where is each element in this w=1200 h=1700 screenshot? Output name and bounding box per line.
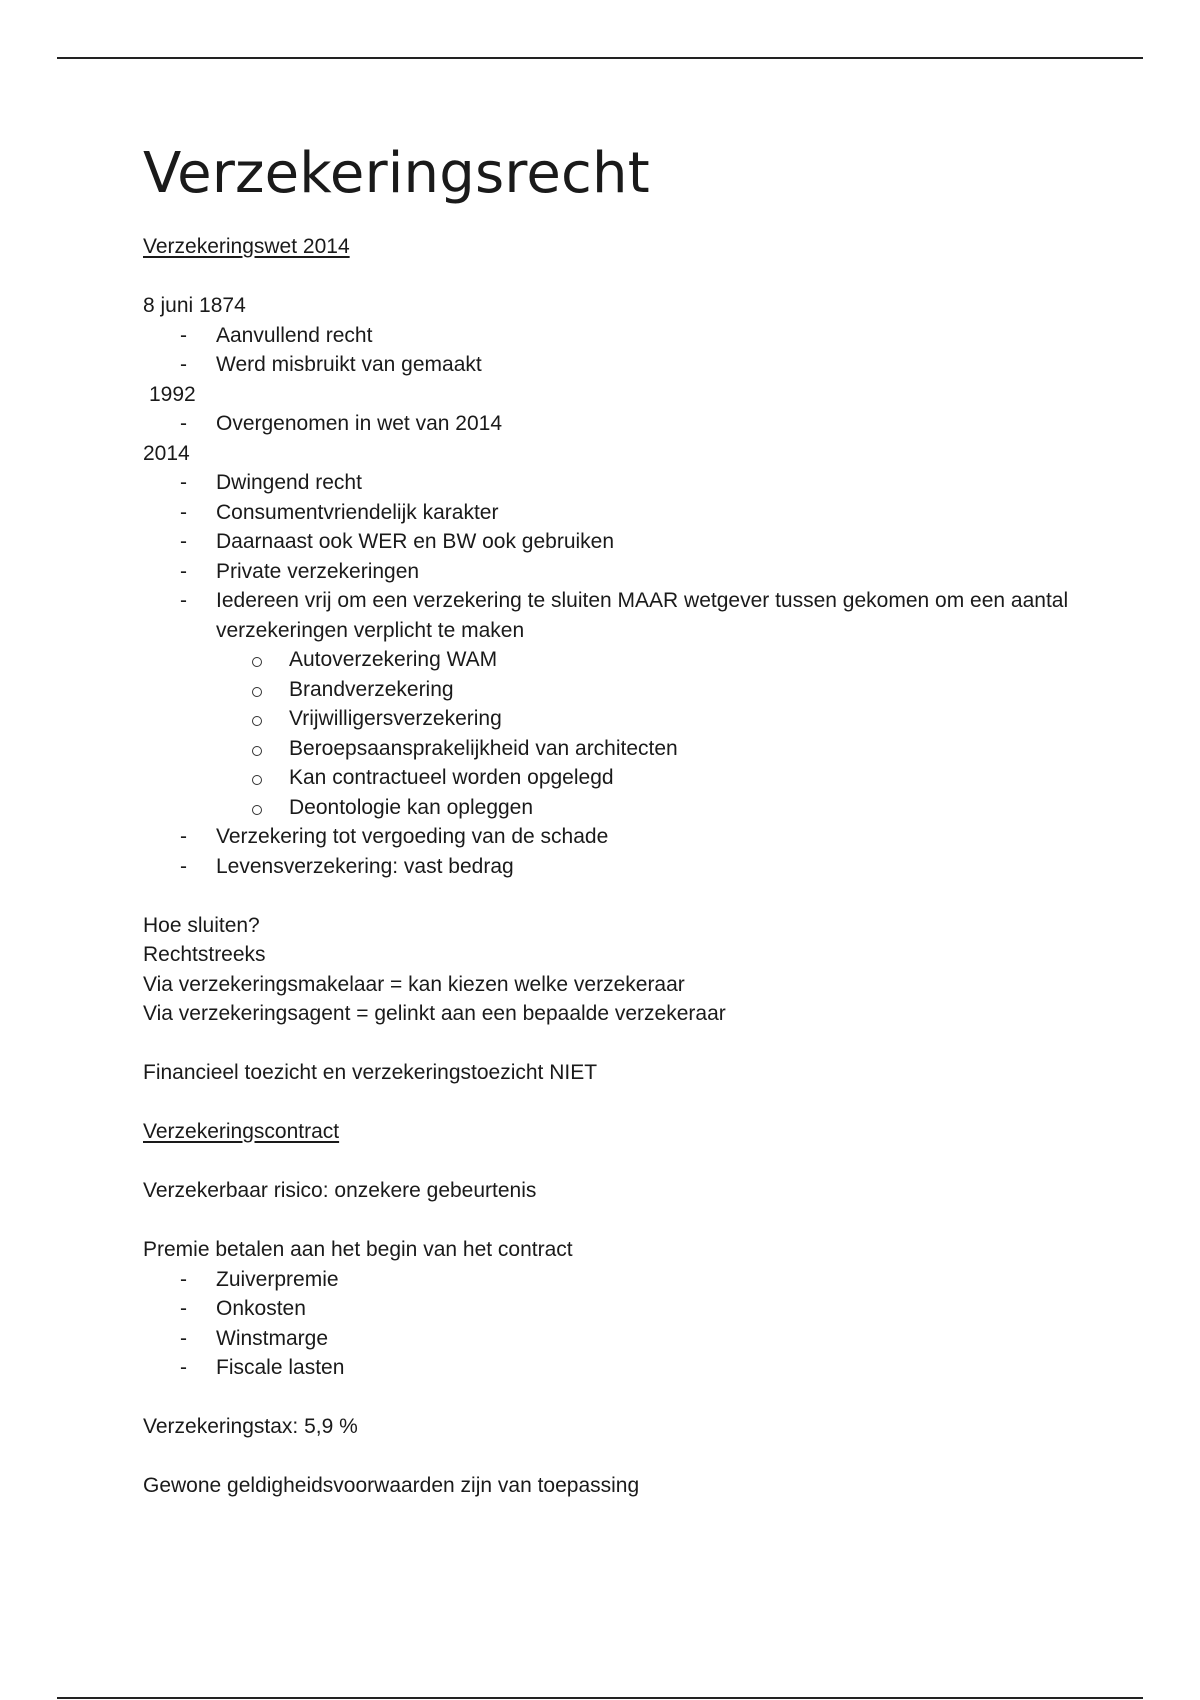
list-item: - Zuiverpremie: [143, 1265, 1083, 1295]
date-label-2014: 2014: [143, 441, 190, 465]
list-1874: [143, 321, 1083, 380]
premium-label: Premie betalen aan het begin van het contract: [143, 1238, 573, 1261]
spacer: [143, 1088, 1083, 1118]
spacer: [143, 1029, 1083, 1059]
list-item: - Verzekering tot vergoeding van de schade: [143, 822, 1083, 852]
sub-list-item: Autoverzekering WAM: [216, 645, 1083, 675]
sub-list-item: Kan contractueel worden opgelegd: [216, 763, 1083, 793]
how-question: Hoe sluiten?: [143, 913, 260, 937]
how-line: Via verzekeringsmakelaar = kan kiezen welke verzekeraar: [143, 972, 685, 996]
sub-list-item: Beroepsaansprakelijkheid van architecten: [216, 734, 1083, 764]
list-item: - Iedereen vrij om een verzekering te sluiten MAAR wetgever tussen gekomen om een aantal verzekeringen verplicht te maken: [143, 586, 1083, 645]
sub-list-item: Vrijwilligersverzekering: [216, 704, 1083, 734]
list-2014-continued: [143, 822, 1083, 881]
section-heading-verzekeringscontract: Verzekeringscontract: [143, 1120, 340, 1143]
list-item: - Winstmarge: [143, 1324, 1083, 1354]
date-label-1874: 8 juni 1874: [143, 294, 246, 317]
list-item: - Consumentvriendelijk karakter: [143, 498, 1083, 528]
spacer: [143, 1442, 1083, 1472]
premium-list: [143, 1265, 1083, 1383]
tax-note: Verzekeringstax: 5,9 %: [143, 1415, 358, 1438]
list-item: - Werd misbruikt van gemaakt: [143, 350, 1083, 380]
how-line: Rechtstreeks: [143, 943, 266, 966]
list-item: - Private verzekeringen: [143, 557, 1083, 587]
page-title: Verzekeringsrecht: [143, 141, 650, 206]
spacer: [143, 1383, 1083, 1413]
spacer: [143, 262, 1083, 292]
list-item: - Fiscale lasten: [143, 1353, 1083, 1383]
bottom-divider: [57, 1697, 1143, 1699]
supervision-note: Financieel toezicht en verzekeringstoezicht NIET: [143, 1061, 598, 1084]
validity-note: Gewone geldigheidsvoorwaarden zijn van toepassing: [143, 1474, 640, 1497]
spacer: [143, 1147, 1083, 1177]
list-item: - Levensverzekering: vast bedrag: [143, 852, 1083, 882]
document-body: [143, 138, 1083, 1501]
list-item: - Overgenomen in wet van 2014: [143, 409, 1083, 439]
list-item: - Onkosten: [143, 1294, 1083, 1324]
section-heading-verzekeringswet: Verzekeringswet 2014: [143, 235, 350, 258]
list-1992: [143, 409, 1083, 439]
spacer: [143, 881, 1083, 911]
sub-list-item: Deontologie kan opleggen: [216, 793, 1083, 823]
date-label-1992: 1992: [149, 382, 196, 406]
risk-note: Verzekerbaar risico: onzekere gebeurtenis: [143, 1179, 537, 1202]
how-line: Via verzekeringsagent = gelinkt aan een bepaalde verzekeraar: [143, 1002, 726, 1025]
list-2014: [143, 468, 1083, 645]
sub-list-item: Brandverzekering: [216, 675, 1083, 705]
list-item: - Dwingend recht: [143, 468, 1083, 498]
top-divider: [57, 57, 1143, 59]
list-item: - Aanvullend recht: [143, 321, 1083, 351]
list-item: - Daarnaast ook WER en BW ook gebruiken: [143, 527, 1083, 557]
mandatory-insurance-sublist: [143, 645, 1083, 822]
spacer: [143, 1206, 1083, 1236]
